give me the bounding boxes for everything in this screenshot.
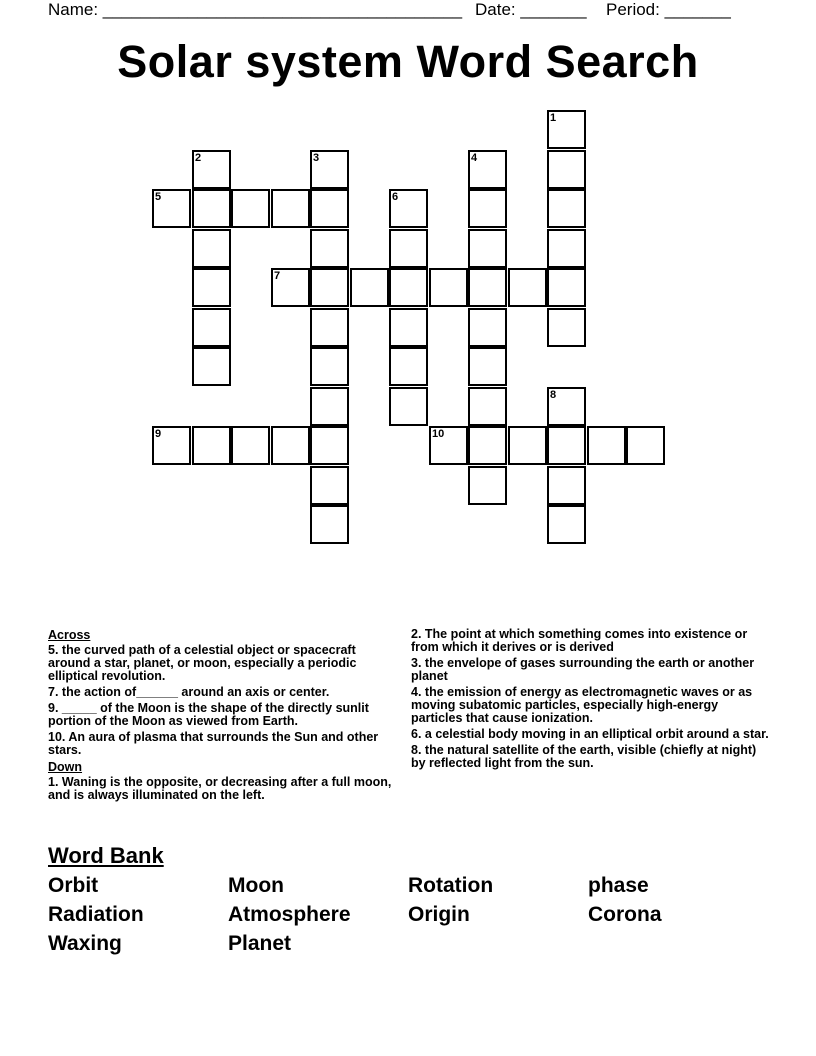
crossword-cell[interactable] (547, 189, 586, 228)
clue-number: 10. (48, 730, 66, 744)
clue-text: The point at which something comes into existence or from which it derives or is derived (411, 627, 748, 654)
clue-text: the curved path of a celestial object or spacecraft around a star, planet, or moon, especially a periodic elliptical revolution. (48, 643, 357, 683)
word-bank-item: Rotation (408, 874, 494, 897)
crossword-cell[interactable] (271, 189, 310, 228)
crossword-cell[interactable] (389, 308, 428, 347)
cell-number: 5 (155, 191, 162, 203)
clues-column-right (411, 628, 771, 773)
crossword-cell[interactable] (547, 505, 586, 544)
cell-number: 10 (432, 428, 445, 440)
clue-down-8 (411, 744, 771, 770)
crossword-cell[interactable] (547, 268, 586, 307)
clue-number: 4. (411, 685, 422, 699)
crossword-cell[interactable] (310, 189, 349, 228)
crossword-cell[interactable] (468, 347, 507, 386)
clue-text: An aura of plasma that surrounds the Sun and other stars. (48, 730, 379, 757)
clue-number: 7. (48, 685, 59, 699)
cell-number: 8 (550, 389, 557, 401)
clue-across-10 (48, 731, 396, 757)
clue-across-5 (48, 644, 396, 683)
crossword-cell[interactable] (192, 268, 231, 307)
crossword-cell[interactable] (508, 426, 547, 465)
clue-text: the natural satellite of the earth, visible (chiefly at night) by reflected light from the sun. (411, 743, 757, 770)
cell-number: 4 (471, 152, 478, 164)
crossword-cell[interactable] (468, 189, 507, 228)
clue-number: 3. (411, 656, 422, 670)
word-bank-list (48, 873, 768, 957)
crossword-cell[interactable] (547, 308, 586, 347)
crossword-cell[interactable] (310, 229, 349, 268)
word-bank-item: Moon (228, 874, 284, 897)
crossword-cell[interactable] (231, 189, 270, 228)
clue-text: the action of______ around an axis or center. (58, 685, 330, 699)
crossword-cell[interactable] (468, 466, 507, 505)
crossword-cell[interactable] (547, 150, 586, 189)
crossword-cell[interactable] (587, 426, 626, 465)
word-bank-item: phase (588, 874, 649, 897)
crossword-cell[interactable] (626, 426, 665, 465)
name-field-label: Name: ______________________________________ (48, 0, 463, 19)
crossword-cell[interactable] (310, 426, 349, 465)
cell-number: 7 (274, 270, 281, 282)
crossword-cell[interactable] (192, 347, 231, 386)
period-field-label: Period: _______ (606, 0, 731, 19)
crossword-cell[interactable] (310, 387, 349, 426)
crossword-cell[interactable] (429, 268, 468, 307)
clue-number: 1. (48, 775, 59, 789)
crossword-cell[interactable] (310, 505, 349, 544)
clue-down-6 (411, 728, 771, 741)
clue-number: 8. (411, 743, 422, 757)
word-bank-item: Origin (408, 903, 470, 926)
across-heading: Across (48, 628, 91, 642)
crossword-cell[interactable] (192, 189, 231, 228)
crossword-cell[interactable] (389, 387, 428, 426)
clue-number: 6. (411, 727, 422, 741)
clue-text: Waning is the opposite, or decreasing after a full moon, and is always illuminated on the left. (48, 775, 392, 802)
clue-across-9 (48, 702, 396, 728)
clue-text: _____ of the Moon is the shape of the directly sunlit portion of the Moon as viewed from Earth. (48, 701, 369, 728)
word-bank-item: Orbit (48, 874, 99, 897)
crossword-cell[interactable] (389, 347, 428, 386)
cell-number: 3 (313, 152, 320, 164)
clue-text: the envelope of gases surrounding the earth or another planet (411, 656, 755, 683)
crossword-cell[interactable] (508, 268, 547, 307)
crossword-cell[interactable] (310, 268, 349, 307)
date-field-label: Date: _______ (475, 0, 587, 19)
crossword-cell[interactable] (271, 426, 310, 465)
clue-down-3 (411, 657, 771, 683)
cell-number: 1 (550, 112, 557, 124)
crossword-cell[interactable] (389, 268, 428, 307)
clue-down-2 (411, 628, 771, 654)
crossword-cell[interactable] (350, 268, 389, 307)
crossword-cell[interactable] (310, 347, 349, 386)
crossword-cell[interactable] (468, 387, 507, 426)
word-bank-title: Word Bank (48, 843, 164, 868)
word-bank (48, 843, 768, 957)
crossword-cell[interactable] (468, 229, 507, 268)
word-bank-item: Atmosphere (228, 903, 351, 926)
clue-down-4 (411, 686, 771, 725)
clue-text: a celestial body moving in an elliptical orbit around a star. (421, 727, 769, 741)
clue-across-7 (48, 686, 396, 699)
clue-down-1 (48, 776, 396, 802)
page-title: Solar system Word Search (117, 36, 699, 87)
clues-column-left (48, 628, 396, 805)
crossword-cell[interactable] (310, 308, 349, 347)
crossword-cell[interactable] (389, 229, 428, 268)
crossword-cell[interactable] (192, 229, 231, 268)
crossword-cell[interactable] (231, 426, 270, 465)
crossword-cell[interactable] (468, 268, 507, 307)
cell-number: 9 (155, 428, 162, 440)
crossword-cell[interactable] (547, 426, 586, 465)
word-bank-item: Waxing (48, 932, 122, 955)
word-bank-item: Corona (588, 903, 662, 926)
clue-number: 2. (411, 627, 422, 641)
crossword-cell[interactable] (547, 229, 586, 268)
down-heading: Down (48, 760, 83, 774)
word-bank-item: Planet (228, 932, 292, 955)
crossword-cell[interactable] (192, 426, 231, 465)
crossword-cell[interactable] (468, 308, 507, 347)
clue-number: 5. (48, 643, 59, 657)
cell-number: 6 (392, 191, 399, 203)
clue-number: 9. (48, 701, 59, 715)
cell-number: 2 (195, 152, 202, 164)
word-bank-item: Radiation (48, 903, 144, 926)
crossword-cell[interactable] (192, 308, 231, 347)
crossword-cell[interactable] (468, 426, 507, 465)
crossword-cell[interactable] (310, 466, 349, 505)
crossword-cell[interactable] (547, 466, 586, 505)
clue-text: the emission of energy as electromagnetic waves or as moving subatomic particles, especially high-energy particles that cause ionization. (411, 685, 753, 725)
